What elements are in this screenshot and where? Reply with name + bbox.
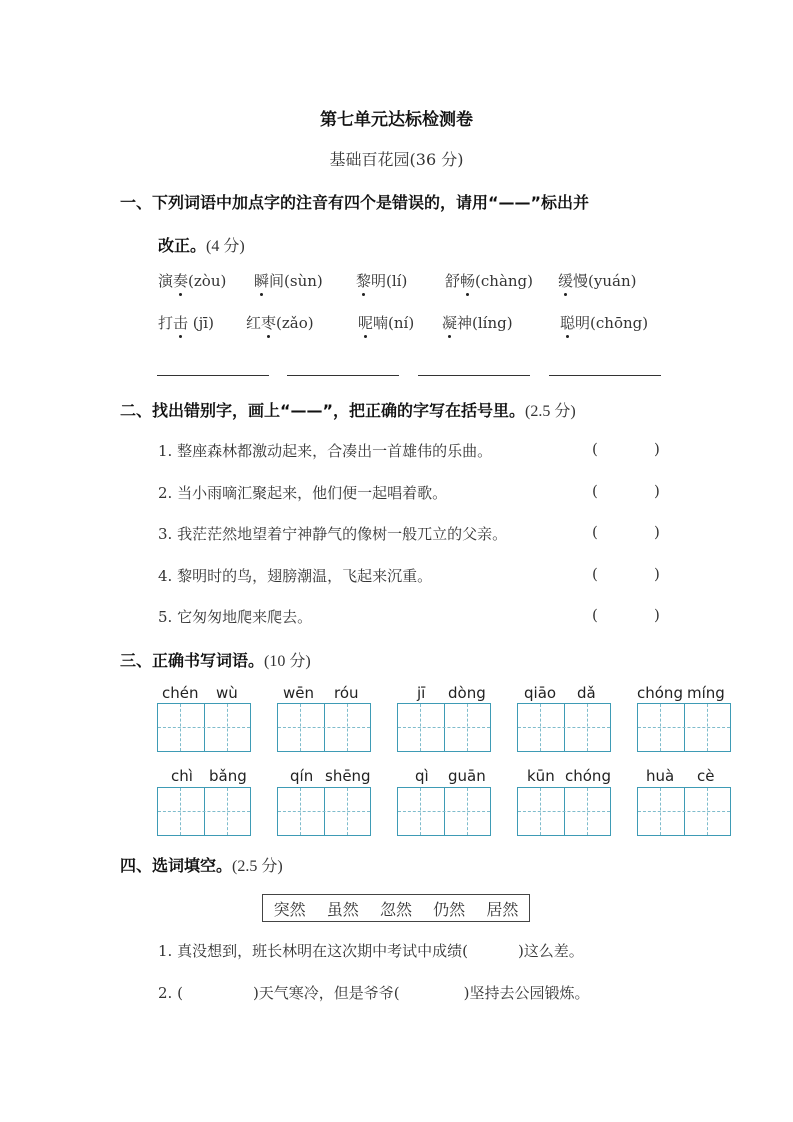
word-option: 忽然 xyxy=(379,899,412,919)
pinyin-label: chén xyxy=(162,684,199,702)
pinyin-label: wù xyxy=(216,684,238,702)
answer-paren-close: ) xyxy=(654,565,660,583)
writing-grid[interactable] xyxy=(517,703,611,752)
answer-paren-open[interactable]: ( xyxy=(592,482,598,500)
answer-paren-open[interactable]: ( xyxy=(592,440,598,458)
section3-score: (10 分) xyxy=(264,653,311,670)
writing-grid[interactable] xyxy=(157,703,251,752)
word-item: 聪明(chōng) xyxy=(560,314,649,332)
section4-heading xyxy=(120,853,283,876)
dotted-char: 击 xyxy=(173,314,189,332)
answer-paren-open[interactable]: ( xyxy=(592,565,598,583)
dotted-char: 聪 xyxy=(560,314,576,332)
section2-heading xyxy=(120,398,576,421)
word-item: 凝神(líng) xyxy=(442,314,513,332)
pinyin-label: cè xyxy=(697,767,715,785)
writing-grid[interactable] xyxy=(637,703,731,752)
fill-question-2 xyxy=(158,982,590,1003)
word-item: 黎明(lí) xyxy=(356,272,408,290)
writing-grid[interactable] xyxy=(637,787,731,836)
answer-line[interactable] xyxy=(287,375,399,376)
section1-heading-cont xyxy=(158,233,245,256)
dotted-char: 奏 xyxy=(173,272,189,290)
pinyin-label: róu xyxy=(334,684,359,702)
pinyin-label: guān xyxy=(448,767,486,785)
word-option: 虽然 xyxy=(326,899,359,919)
word-item: 打击 (jī) xyxy=(158,314,214,332)
section4-score: (2.5 分) xyxy=(232,858,283,875)
answer-line[interactable] xyxy=(418,375,530,376)
sentence-item-1: 1. 整座森林都激动起来，合凑出一首雄伟的乐曲。 xyxy=(158,442,493,460)
pinyin-label: qì xyxy=(415,767,429,785)
word-item: 演奏(zòu) xyxy=(158,272,227,290)
pinyin-label: chóng xyxy=(565,767,611,785)
dotted-char: 缓 xyxy=(558,272,574,290)
pinyin-label: chì xyxy=(171,767,193,785)
pinyin-label: dǎ xyxy=(577,684,596,702)
pinyin-label: míng xyxy=(687,684,725,702)
pinyin-label: bǎng xyxy=(209,767,247,785)
sentence-item-5: 5. 它匆匆地爬来爬去。 xyxy=(158,608,313,626)
section1-score: (4 分) xyxy=(206,238,245,255)
sentence-item-4: 4. 黎明时的鸟，翅膀潮温，飞起来沉重。 xyxy=(158,567,433,585)
answer-paren-close: ) xyxy=(654,523,660,541)
fill-question-1 xyxy=(158,940,584,961)
dotted-char: 瞬 xyxy=(254,272,270,290)
page-subtitle: 基础百花园(36 分) xyxy=(329,150,464,169)
word-item: 红枣(zǎo) xyxy=(246,314,314,332)
section3-heading xyxy=(120,648,311,671)
writing-grid[interactable] xyxy=(517,787,611,836)
pinyin-label: shēng xyxy=(325,767,371,785)
pinyin-label: kūn xyxy=(527,767,555,785)
answer-line[interactable] xyxy=(549,375,661,376)
pinyin-label: jī xyxy=(417,684,426,702)
question-text: 1. 真没想到，班长林明在这次期中考试中成绩( xyxy=(158,942,468,960)
word-item: 缓慢(yuán) xyxy=(558,272,637,290)
word-option: 仍然 xyxy=(433,899,466,919)
question-text: )坚持去公园锻炼。 xyxy=(463,984,590,1002)
pinyin-label: dòng xyxy=(448,684,486,702)
answer-paren-open[interactable]: ( xyxy=(592,606,598,624)
pinyin-label: qiāo xyxy=(524,684,557,702)
answer-paren-close: ) xyxy=(654,606,660,624)
section3-heading-text: 三、正确书写词语。 xyxy=(120,651,265,670)
word-item: 呢喃(ní) xyxy=(358,314,415,332)
section4-heading-text: 四、选词填空。 xyxy=(120,856,233,875)
dotted-char: 黎 xyxy=(356,272,372,290)
writing-grid[interactable] xyxy=(397,703,491,752)
pinyin-label: huà xyxy=(646,767,675,785)
section2-score: (2.5 分) xyxy=(525,403,576,420)
section1-heading xyxy=(120,190,589,213)
word-item: 舒畅(chàng) xyxy=(445,272,534,290)
dotted-char: 枣 xyxy=(261,314,277,332)
question-text: 2. ( xyxy=(158,984,183,1002)
section2-heading-text: 二、找出错别字，画上“——”，把正确的字写在括号里。 xyxy=(120,401,526,420)
dotted-char: 呢 xyxy=(358,314,374,332)
answer-paren-close: ) xyxy=(654,482,660,500)
writing-grid[interactable] xyxy=(397,787,491,836)
pinyin-label: wēn xyxy=(283,684,315,702)
writing-grid[interactable] xyxy=(157,787,251,836)
question-text: )天气寒冷，但是爷爷( xyxy=(252,984,400,1002)
pinyin-label: qín xyxy=(290,767,314,785)
writing-grid[interactable] xyxy=(277,787,371,836)
page-title: 第七单元达标检测卷 xyxy=(320,110,473,130)
question-text: )这么差。 xyxy=(517,942,584,960)
word-bank xyxy=(262,894,530,922)
word-item: 瞬间(sùn) xyxy=(254,272,323,290)
answer-paren-open[interactable]: ( xyxy=(592,523,598,541)
answer-line[interactable] xyxy=(157,375,269,376)
answer-paren-close: ) xyxy=(654,440,660,458)
dotted-char: 畅 xyxy=(460,272,476,290)
writing-grid[interactable] xyxy=(277,703,371,752)
sentence-item-3: 3. 我茫茫然地望着宁神静气的像树一般兀立的父亲。 xyxy=(158,525,508,543)
sentence-item-2: 2. 当小雨嘀汇聚起来，他们便一起唱着歌。 xyxy=(158,484,448,502)
word-option: 居然 xyxy=(486,899,519,919)
section1-heading-cont-text: 改正。 xyxy=(158,236,207,255)
pinyin-label: chóng xyxy=(637,684,683,702)
dotted-char: 凝 xyxy=(442,314,458,332)
section1-heading-text: 一、下列词语中加点字的注音有四个是错误的，请用“——”标出并 xyxy=(120,193,590,212)
word-option: 突然 xyxy=(273,899,306,919)
